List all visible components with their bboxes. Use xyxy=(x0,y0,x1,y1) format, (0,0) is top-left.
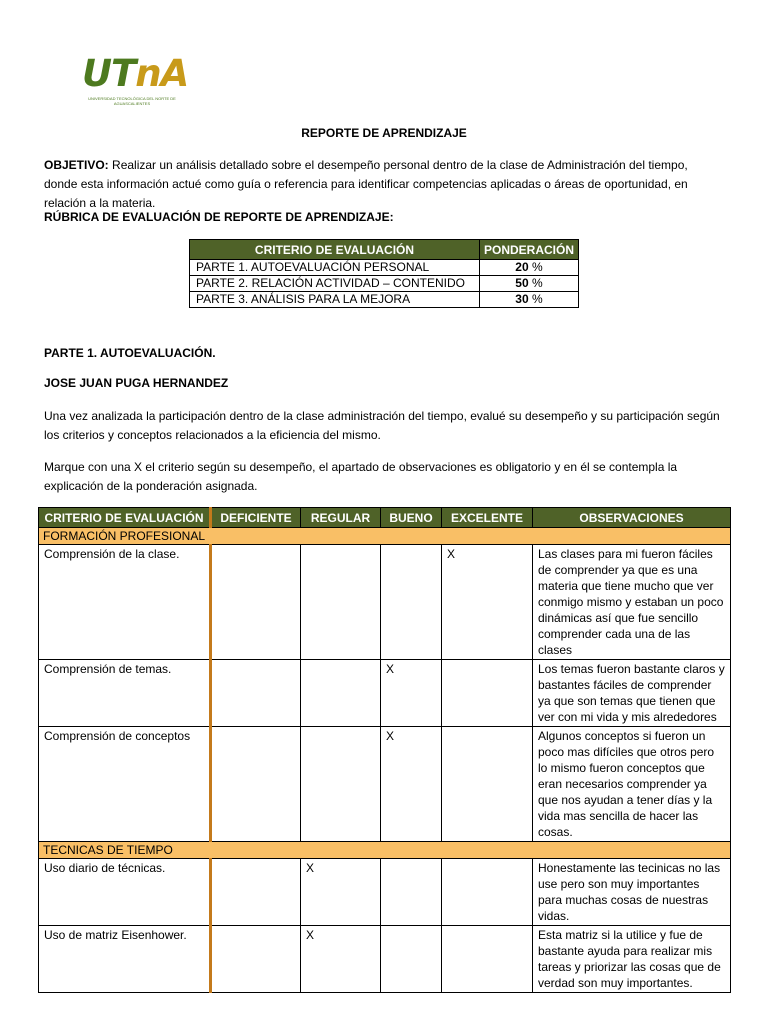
eval-header-observaciones: OBSERVACIONES xyxy=(533,508,731,528)
part1-heading: PARTE 1. AUTOEVALUACIÓN. xyxy=(44,346,216,360)
eval-mark-bueno xyxy=(381,545,442,660)
eval-row xyxy=(39,859,731,926)
document-title: REPORTE DE APRENDIZAJE xyxy=(301,126,467,140)
eval-mark-excelente xyxy=(442,859,533,926)
eval-mark-excelente xyxy=(442,727,533,842)
rubric-row xyxy=(190,292,579,308)
rubric-criterion: PARTE 3. ANÁLISIS PARA LA MEJORA xyxy=(190,292,480,308)
eval-observation: Esta matriz si la utilice y fue de bastante ayuda para realizar mis tareas y priorizar las cosas que de verdad son muy importantes. xyxy=(533,926,731,993)
eval-observation: Honestamente las tecinicas no las use pero son muy importantes para muchas cosas de nuestras vidas. xyxy=(533,859,731,926)
eval-mark-excelente xyxy=(442,926,533,993)
rubric-weight xyxy=(479,260,578,276)
eval-mark-bueno xyxy=(381,926,442,993)
rubric-weight xyxy=(479,292,578,308)
logo-subtitle: UNIVERSIDAD TECNOLÓGICA DEL NORTE DE AGUASCALIENTES xyxy=(88,96,176,106)
eval-row xyxy=(39,545,731,660)
eval-header-regular: REGULAR xyxy=(301,508,381,528)
rubric-header-criterion: CRITERIO DE EVALUACIÓN xyxy=(190,240,480,260)
rubric-weight-value: 20 xyxy=(515,260,529,274)
section-title: FORMACIÓN PROFESIONAL xyxy=(39,528,731,545)
eval-header-bueno: BUENO xyxy=(381,508,442,528)
eval-mark-deficiente xyxy=(211,859,301,926)
eval-mark-deficiente xyxy=(211,926,301,993)
rubric-criterion: PARTE 1. AUTOEVALUACIÓN PERSONAL xyxy=(190,260,480,276)
eval-criterion: Comprensión de la clase. xyxy=(39,545,211,660)
eval-header-criterion: CRITERIO DE EVALUACIÓN xyxy=(39,508,211,528)
eval-header-deficiente: DEFICIENTE xyxy=(211,508,301,528)
eval-mark-bueno: X xyxy=(381,727,442,842)
section-title: TECNICAS DE TIEMPO xyxy=(39,842,731,859)
eval-mark-bueno: X xyxy=(381,660,442,727)
eval-criterion: Comprensión de conceptos xyxy=(39,727,211,842)
logo-text-accent: nA xyxy=(135,52,189,95)
rubric-header-weight: PONDERACIÓN xyxy=(479,240,578,260)
rubric-table xyxy=(189,239,579,308)
section-row xyxy=(39,842,731,859)
rubric-heading: RÚBRICA DE EVALUACIÓN DE REPORTE DE APRENDIZAJE: xyxy=(44,210,394,224)
eval-mark-bueno xyxy=(381,859,442,926)
eval-criterion: Uso diario de técnicas. xyxy=(39,859,211,926)
eval-observation: Algunos conceptos si fueron un poco mas difíciles que otros pero lo mismo fueron conceptos que eran necesarios comprender ya que nos ayudan a tener días y la vida mas sencilla de hacer las cosas. xyxy=(533,727,731,842)
eval-mark-regular: X xyxy=(301,859,381,926)
eval-row xyxy=(39,660,731,727)
logo-text-main: UT xyxy=(82,52,136,95)
eval-mark-deficiente xyxy=(211,660,301,727)
objective-paragraph xyxy=(44,156,724,213)
eval-observation: Los temas fueron bastante claros y bastantes fáciles de comprender ya que son temas que tienen que ver con mi vida y mis alrededores xyxy=(533,660,731,727)
eval-mark-regular xyxy=(301,545,381,660)
eval-criterion: Uso de matriz Eisenhower. xyxy=(39,926,211,993)
eval-row xyxy=(39,727,731,842)
eval-observation: Las clases para mi fueron fáciles de comprender ya que es una materia que tiene mucho que ver conmigo mismo y estaban un poco dinámicas así que fue sencillo comprender cada una de las clases xyxy=(533,545,731,660)
eval-mark-excelente xyxy=(442,660,533,727)
university-logo xyxy=(82,52,189,114)
intro-paragraph: Una vez analizada la participación dentro de la clase administración del tiempo, evalué su desempeño y su participación según los criterios y conceptos relacionados a la eficiencia del mismo. xyxy=(44,409,720,442)
eval-mark-deficiente xyxy=(211,545,301,660)
rubric-row xyxy=(190,276,579,292)
eval-header-excelente: EXCELENTE xyxy=(442,508,533,528)
student-name: JOSE JUAN PUGA HERNANDEZ xyxy=(44,376,229,390)
rubric-weight-unit: % xyxy=(528,276,543,290)
instructions-paragraph: Marque con una X el criterio según su desempeño, el apartado de observaciones es obligatorio y en él se contempla la explicación de la ponderación asignada. xyxy=(44,460,678,493)
rubric-row xyxy=(190,260,579,276)
eval-criterion: Comprensión de temas. xyxy=(39,660,211,727)
objective-label: OBJETIVO: xyxy=(44,158,109,172)
rubric-weight-unit: % xyxy=(528,260,543,274)
eval-row xyxy=(39,926,731,993)
rubric-weight-unit: % xyxy=(528,292,543,306)
eval-mark-regular xyxy=(301,727,381,842)
eval-mark-deficiente xyxy=(211,727,301,842)
rubric-weight xyxy=(479,276,578,292)
rubric-weight-value: 50 xyxy=(515,276,529,290)
rubric-criterion: PARTE 2. RELACIÓN ACTIVIDAD – CONTENIDO xyxy=(190,276,480,292)
eval-mark-excelente: X xyxy=(442,545,533,660)
rubric-weight-value: 30 xyxy=(515,292,529,306)
section-row xyxy=(39,528,731,545)
eval-mark-regular: X xyxy=(301,926,381,993)
eval-mark-regular xyxy=(301,660,381,727)
objective-text: Realizar un análisis detallado sobre el desempeño personal dentro de la clase de Administración del tiempo, donde esta información actué como guía o referencia para identificar competencias aplicadas o áreas de oportunidad, en relación a la materia. xyxy=(44,158,688,210)
evaluation-table xyxy=(38,507,731,993)
logo-mark xyxy=(82,52,188,95)
